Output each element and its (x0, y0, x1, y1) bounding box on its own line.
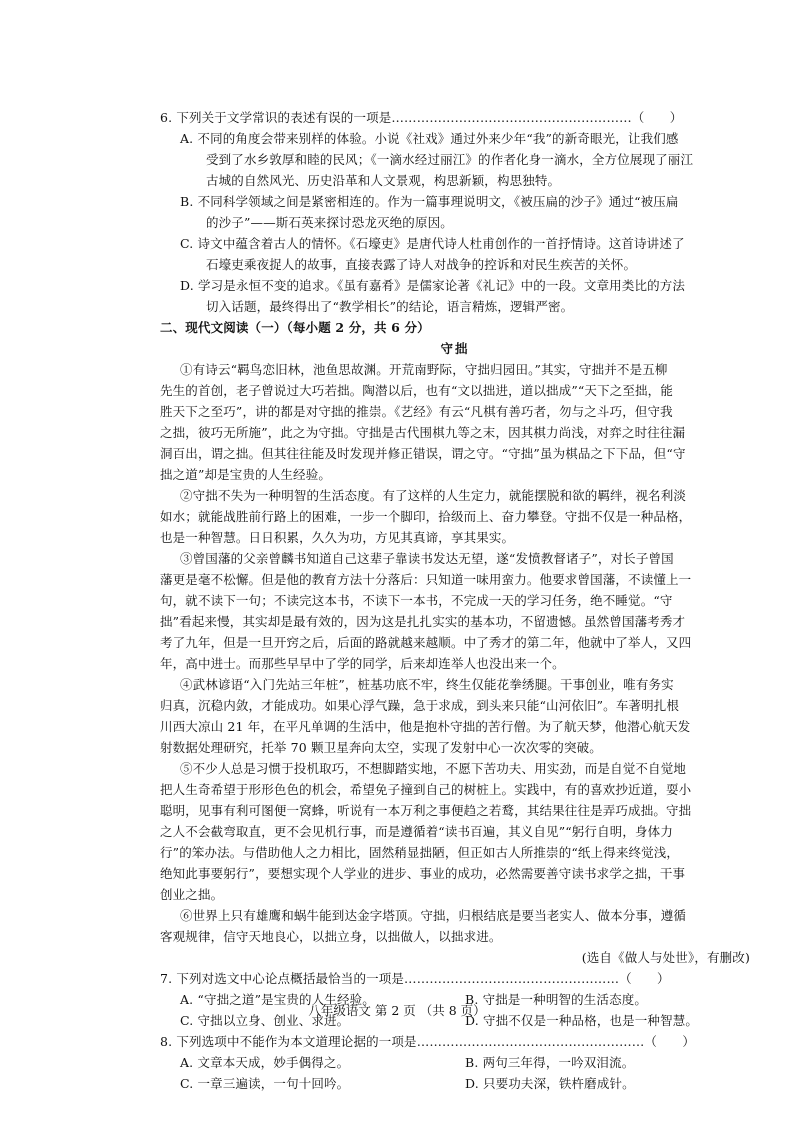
q6-stem: 6. 下列关于文学常识的表述有误的一项是…………………………………………………（ ） (160, 110, 683, 125)
q8-option-d: D. 只要功夫深，铁杵磨成针。 (465, 1076, 635, 1091)
essay-line: 客观规律，信守天地良心，以拙立身，以拙做人，以拙求进。 (160, 929, 502, 944)
q7-option-c: C. 守拙以立身、创业、求进。 (180, 1013, 350, 1028)
essay-paragraph-5 (160, 758, 750, 905)
q8-options-row-2 (160, 1073, 750, 1094)
essay-paragraph-1 (160, 359, 750, 485)
q7-option-d: D. 守拙不仅是一种品格，也是一种智慧。 (465, 1013, 699, 1028)
essay-line: 也是一种智慧。日日积累，久久为功，方见其真谛，享其果实。 (160, 530, 515, 545)
essay-line: 拙之道”却是宝贵的人生经验。 (160, 467, 331, 482)
essay-paragraph-2 (160, 485, 750, 548)
q6-option-a-line3: 古城的自然风光、历史沿革和人文景观，构思新颖，构思独特。 (206, 173, 561, 188)
essay-paragraph-4 (160, 674, 750, 758)
q7-option-b: B. 守拙是一种明智的生活态度。 (465, 992, 648, 1007)
essay-line: ④武林谚语“入门先站三年桩”，桩基功底不牢，终生仅能花拳绣腿。干事创业，唯有务实 (180, 677, 674, 692)
essay-line: 川西大凉山 21 年，在平凡单调的生活中，他是抱朴守拙的苦行僧。为了航天梦，他潜心航天发 (160, 719, 691, 734)
essay-line: ⑥世界上只有雄鹰和蜗牛能到达金字塔顶。守拙，归根结底是要当老实人、做本分事，遵循 (180, 908, 687, 923)
essay-source: (选自《做人与处世》，有删改) (581, 950, 750, 965)
essay-line: 先生的首创，老子曾说过大巧若拙。陶潜以后，也有“文以拙进，道以拙成”“天下之至拙，能 (160, 383, 673, 398)
q6-option-b-line1: B. 不同科学领域之间是紧密相连的。作为一篇事理说明文，《被压扁的沙子》通过“被压扁 (180, 194, 679, 209)
essay-line: 射数据处理研究，托举 70 颗卫星奔向太空，实现了发射中心一次次零的突破。 (160, 740, 602, 755)
essay-line: 藩更是毫不松懈。但是他的教育方法十分落后：只知道一味用蛮力。他要求曾国藩，不读懂上一 (160, 572, 692, 587)
essay-line: 创业之拙。 (160, 887, 224, 902)
q6-option-a-line2: 受到了水乡敦厚和睦的民风；《一滴水经过丽江》的作者化身一滴水，全方位展现了丽江 (206, 152, 694, 167)
essay-line: 考了九年，但是一旦开窍之后，后面的路就越来越顺。中了秀才的第二年，他就中了举人，又四 (160, 635, 692, 650)
q6-option-b-line2: 的沙子”——斯石英来探讨恐龙灭绝的原因。 (206, 215, 453, 230)
essay-line: 拙”看起来慢，其实却是最有效的，因为这是扎扎实实的基本功，不留遗憾。虽然曾国藩考秀才 (160, 614, 686, 629)
q8-options-row-1 (160, 1052, 750, 1073)
q6-option-d-line2: 切入话题，最终得出了“教学相长”的结论，语言精炼，逻辑严密。 (206, 299, 574, 314)
q8-option-b: B. 两句三年得，一吟双泪流。 (465, 1055, 635, 1070)
q8-option-c: C. 一章三遍读，一句十回吟。 (180, 1076, 350, 1091)
essay-line: 年，高中进士。而那些早早中了学的同学，后来却连举人也没出来一个。 (160, 656, 565, 671)
essay-line: ③曾国藩的父亲曾麟书知道自己这辈子靠读书发达无望，遂“发愤教督诸子”，对长子曾国 (180, 551, 674, 566)
q7-stem: 7. 下列对选文中心论点概括最恰当的一项是……………………………………………（ ） (160, 971, 670, 986)
q6-option-c-line2: 石壕吏乘夜捉人的故事，直接表露了诗人对战争的控诉和对民生疾苦的关怀。 (206, 257, 637, 272)
q8-option-a: A. 文章本天成，妙手偶得之。 (180, 1055, 350, 1070)
essay-line: 归真，沉稳内敛，才能成功。如果心浮气躁，急于求成，到头来只能“山河依旧”。车著明扎根 (160, 698, 680, 713)
essay-line: 聪明，见事有利可图便一窝蜂，听说有一本万利之事便趋之若鹜，其结果往往是弄巧成拙。守拙 (160, 803, 692, 818)
essay-line: ②守拙不失为一种明智的生活态度。有了这样的人生定力，就能摆脱和欲的羁绊，视名利淡 (180, 488, 687, 503)
essay-line: 如水；就能战胜前行路上的困难，一步一个脚印，拾级而上、奋力攀登。守拙不仅是一种品格， (160, 509, 692, 524)
q6-option-c-line1: C. 诗文中蕴含着古人的情怀。《石壕吏》是唐代诗人杜甫创作的一首抒情诗。这首诗讲述了 (180, 236, 685, 251)
q7-option-a: A. “守拙之道”是宝贵的人生经验。 (180, 992, 375, 1007)
q6-option-a-line1: A. 不同的角度会带来别样的体验。小说《社戏》通过外来少年“我”的新奇眼光，让我们感 (180, 131, 679, 146)
page-footer: 八年级语文 第 2 页 （共 8 页） (308, 1003, 486, 1018)
essay-line: 之拙，彼巧无所施”，此之为守拙。守拙是古代围棋九等之末，因其棋力尚浅，对弈之时往往漏 (160, 425, 686, 440)
q6-option-d-line1: D. 学习是永恒不变的追求。《虽有嘉肴》是儒家论著《礼记》中的一段。文章用类比的方法 (180, 278, 686, 293)
essay-paragraph-6 (160, 905, 750, 947)
essay-line: ①有诗云“羁鸟恋旧林，池鱼思故渊。开荒南野际，守拙归园田。”其实，守拙并不是五柳 (180, 362, 668, 377)
section-title: 二、现代文阅读（一）（每小题 2 分，共 6 分） (160, 320, 430, 335)
essay-line: ⑤不少人总是习惯于投机取巧，不想脚踏实地，不愿下苦功夫、用实劲，而是自觉不自觉地 (180, 761, 687, 776)
essay-paragraph-3 (160, 548, 750, 674)
essay-line: 之人不会截弯取直，更不会见机行事，而是遵循着“读书百遍，其义自见”“躬行自明，身体力 (160, 824, 673, 839)
q8-stem: 8. 下列选项中不能作为本文道理论据的一项是………………………………………………（ ） (160, 1034, 696, 1049)
essay-title: 守拙 (440, 341, 470, 356)
essay-line: 把人生奇希望于形形色色的机会，希望免子撞到自己的树桩上。实践中，有的喜欢抄近道，耍小 (160, 782, 692, 797)
essay-line: 胜天下之至巧”，讲的都是对守拙的推崇。《艺经》有云“凡棋有善巧者，勿与之斗巧，但守我 (160, 404, 673, 419)
essay-line: 句，就不读下一句；不读完这本书，不读下一本书，不完成一天的学习任务，绝不睡觉。“守 (160, 593, 673, 608)
essay-line: 洞百出，谓之拙。但其往往能及时发现并修正错误，谓之守。“守拙”虽为棋品之下下品，但“守 (160, 446, 686, 461)
essay-line: 行”的笨办法。与借助他人之力相比，固然稍显拙陋，但正如古人所推崇的“纸上得来终觉浅， (160, 845, 680, 860)
essay-line: 绝知此事要躬行”，要想实现个人学业的进步、事业的成功，必然需要善守读书求学之拙，干事 (160, 866, 686, 881)
